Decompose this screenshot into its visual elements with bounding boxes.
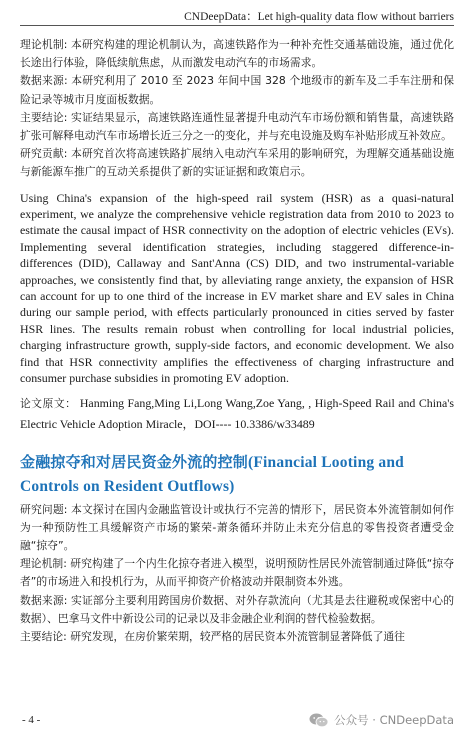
section-question-paragraph: 研究问题: 本文探讨在国内金融监管设计或执行不完善的情形下，居民资本外流管制如何作为一种预防性工具缓解资产市场的繁荣-萧条循环并防止未充分信息的零售投资者遭受金融“掠夺”。 bbox=[20, 502, 454, 552]
paper-contribution-paragraph: 研究贡献: 本研究首次将高速铁路扩展纳入电动汽车采用的影响研究，为理解交通基础设施与新能源车推广的互动关系提供了新的实证证据和政策启示。 bbox=[20, 147, 454, 179]
page-content bbox=[20, 36, 454, 646]
section-mechanism-paragraph: 理论机制: 研究构建了一个内生化掠夺者进入模型，说明预防性居民外流管制通过降低“掠夺者”的市场进入和投机行为，从而平抑资产价格波动并限制资本外逃。 bbox=[20, 557, 454, 589]
section-body bbox=[20, 501, 454, 647]
paper-conclusion-paragraph: 主要结论: 实证结果显示，高速铁路连通性显著提升电动汽车市场份额和销售量，高速铁路扩张可解释电动汽车市场增长近三分之一的变化，并与充电设施及购车补贴形成互补效应。 bbox=[20, 110, 454, 143]
header-divider bbox=[20, 25, 454, 26]
paper-mechanism-paragraph: 理论机制: 本研究构建的理论机制认为，高速铁路作为一种补充性交通基础设施，通过优化长途出行体验，降低续航焦虑，从而激发电动汽车的市场需求。 bbox=[20, 38, 454, 70]
section-data-source-paragraph: 数据来源: 实证部分主要利用跨国房价数据、对外存款流向（尤其是去往避税或保密中心的数据）、巴拿马文件中新设公司的记录以及非金融企业利润的替代检验数据。 bbox=[20, 593, 454, 625]
citation-text: Hanming Fang,Ming Li,Long Wang,Zoe Yang, , High-Speed Rail and China's Electric Vehicle Adoption Miracle，DOI---- 10.3386/w33489 bbox=[20, 395, 454, 431]
paper-citation bbox=[20, 393, 454, 434]
section-conclusion-paragraph: 主要结论: 研究发现，在房价繁荣期，较严格的居民资本外流管制显著降低了通往 bbox=[20, 629, 405, 643]
paper-data-source-paragraph: 数据来源: 本研究利用了 2010 至 2023 年间中国 328 个地级市的新车及二手车注册和保险记录等城市月度面板数据。 bbox=[20, 74, 454, 106]
watermark-text: 公众号 · CNDeepData bbox=[334, 713, 454, 727]
wechat-icon bbox=[309, 713, 329, 728]
wechat-watermark bbox=[309, 712, 454, 728]
section-title bbox=[20, 450, 454, 499]
english-abstract: Using China's expansion of the high-speed rail system (HSR) as a quasi-natural experiment, we analyze the comprehensive vehicle registration data from 2010 to 2023 to estimate the causal impact of HSR connectivity on the adoption of electric vehicles (EVs). Implementing several identification strategies, including staggered difference-in-differences (DID), Callaway and Sant'Anna (CS) DID, and two instrumental-variable approaches, we consistently find that, by alleviating range anxiety, the expansion of HSR can account for up to one third of the increase in EV market share and EV sales in China during our sample period, with effects particularly pronounced in cities served by faster HSR lines. The results remain robust when controlling for local industrial policies, charging infrastructure growth, supply-side factors, and economic development. We also find that HSR connectivity amplifies the effectiveness of charging infrastructure and consumer purchase subsidies in promoting EV adoption. bbox=[20, 190, 454, 386]
section-title-en: (Financial Looting and Controls on Resident Outflows) bbox=[20, 453, 405, 495]
running-header: CNDeepData：Let high-quality data flow without barriers bbox=[184, 11, 454, 23]
citation-label: 论文原文： bbox=[20, 396, 77, 410]
page-number: - 4 - bbox=[22, 714, 41, 726]
section-title-zh: 金融掠夺和对居民资金外流的控制 bbox=[20, 452, 249, 471]
